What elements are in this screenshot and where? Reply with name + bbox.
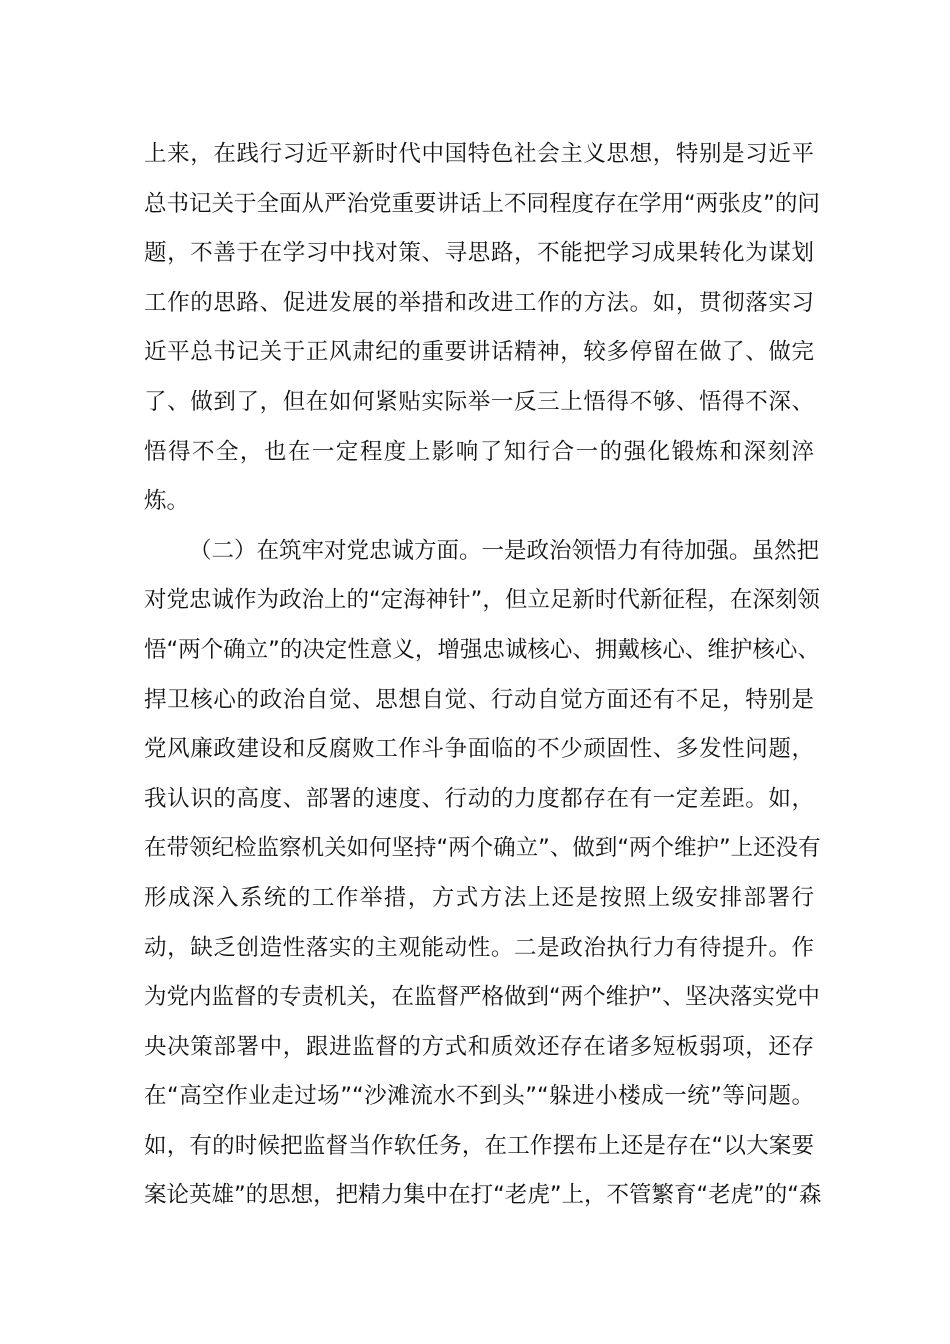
paragraph-line: 央决策部署中，跟进监督的方式和质效还存在诸多短板弱项，还存	[144, 1033, 814, 1060]
paragraph-2	[144, 527, 822, 1221]
paragraph-line: 案论英雄”的思想，把精力集中在打“老虎”上，不管繁育“老虎”的“森	[144, 1182, 822, 1209]
paragraph-line: 我认识的高度、部署的速度、行动的力度都存在有一定差距。如，	[144, 785, 814, 812]
paragraph-line: 上来，在践行习近平新时代中国特色社会主义思想，特别是习近平	[144, 141, 814, 167]
paragraph-line: 近平总书记关于正风肃纪的重要讲话精神，较多停留在做了、做完	[144, 339, 814, 366]
paragraph-line: 捍卫核心的政治自觉、思想自觉、行动自觉方面还有不足，特别是	[144, 686, 814, 713]
paragraph-line: 在“高空作业走过场”“沙滩流水不到头”“躲进小楼成一统”等问题。	[144, 1083, 814, 1110]
document-body	[144, 130, 822, 1221]
paragraph-line: 对党忠诚作为政治上的“定海神针”，但立足新时代新征程，在深刻领	[144, 587, 820, 614]
paragraph-line: 为党内监督的专责机关，在监督严格做到“两个维护”、坚决落实党中	[144, 984, 820, 1011]
paragraph-line: 题，不善于在学习中找对策、寻思路，不能把学习成果转化为谋划	[144, 240, 814, 267]
paragraph-line: 悟“两个确立”的决定性意义，增强忠诚核心、拥戴核心、维护核心、	[144, 636, 820, 663]
paragraph-line: 工作的思路、促进发展的举措和改进工作的方法。如，贯彻落实习	[144, 289, 814, 316]
paragraph-1	[144, 130, 820, 527]
paragraph-line: 党风廉政建设和反腐败工作斗争面临的不少顽固性、多发性问题，	[144, 736, 814, 763]
paragraph-line: 了、做到了，但在如何紧贴实际举一反三上悟得不够、悟得不深、	[144, 388, 814, 415]
paragraph-line: 炼。	[144, 488, 190, 515]
paragraph-line: 在带领纪检监察机关如何坚持“两个确立”、做到“两个维护”上还没有	[144, 835, 821, 862]
paragraph-line-indented: （二）在筑牢对党忠诚方面。一是政治领悟力有待加强。虽然把	[189, 537, 820, 564]
paragraph-line: 如，有的时候把监督当作软任务，在工作摆布上还是存在“以大案要	[144, 1132, 814, 1159]
paragraph-line: 悟得不全，也在一定程度上影响了知行合一的强化锻炼和深刻淬	[144, 438, 814, 465]
paragraph-line: 总书记关于全面从严治党重要讲话上不同程度存在学用“两张皮”的问	[144, 190, 820, 217]
paragraph-line: 形成深入系统的工作举措，方式方法上还是按照上级安排部署行	[144, 884, 814, 911]
paragraph-line: 动，缺乏创造性落实的主观能动性。二是政治执行力有待提升。作	[144, 934, 814, 961]
